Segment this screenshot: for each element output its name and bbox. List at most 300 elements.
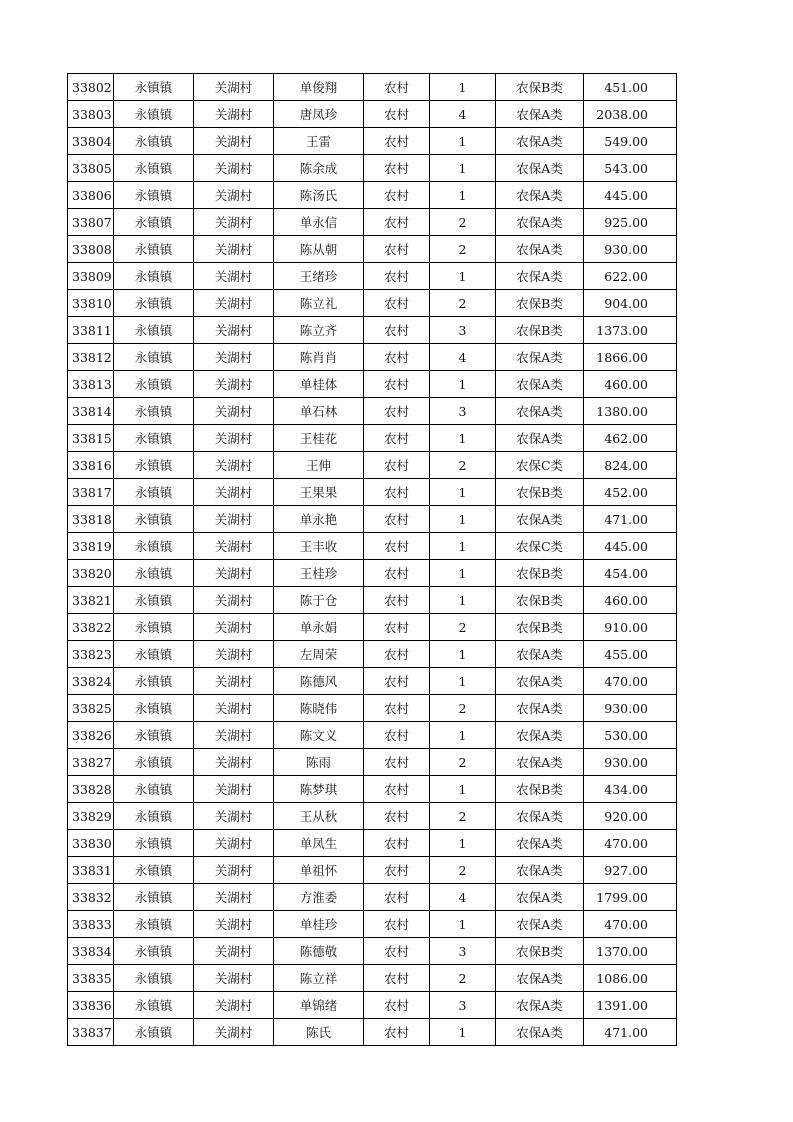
cell-count: 1 bbox=[430, 641, 496, 668]
cell-village: 关湖村 bbox=[194, 398, 274, 425]
cell-id: 33832 bbox=[68, 884, 114, 911]
cell-town: 永镇镇 bbox=[114, 830, 194, 857]
cell-area: 农村 bbox=[364, 884, 430, 911]
cell-village: 关湖村 bbox=[194, 101, 274, 128]
cell-count: 2 bbox=[430, 965, 496, 992]
cell-category: 农保A类 bbox=[496, 965, 584, 992]
cell-village: 关湖村 bbox=[194, 155, 274, 182]
cell-category: 农保B类 bbox=[496, 479, 584, 506]
cell-area: 农村 bbox=[364, 992, 430, 1019]
table-row bbox=[68, 128, 677, 155]
cell-count: 2 bbox=[430, 857, 496, 884]
cell-village: 关湖村 bbox=[194, 425, 274, 452]
table-row bbox=[68, 668, 677, 695]
records-body bbox=[68, 74, 677, 1046]
cell-village: 关湖村 bbox=[194, 182, 274, 209]
cell-category: 农保A类 bbox=[496, 344, 584, 371]
cell-id: 33805 bbox=[68, 155, 114, 182]
table-row bbox=[68, 533, 677, 560]
cell-count: 3 bbox=[430, 938, 496, 965]
cell-village: 关湖村 bbox=[194, 614, 274, 641]
cell-village: 关湖村 bbox=[194, 506, 274, 533]
table-row bbox=[68, 263, 677, 290]
cell-count: 2 bbox=[430, 290, 496, 317]
cell-village: 关湖村 bbox=[194, 344, 274, 371]
cell-count: 1 bbox=[430, 830, 496, 857]
cell-amount: 471.00 bbox=[584, 1019, 677, 1046]
cell-area: 农村 bbox=[364, 209, 430, 236]
table-row bbox=[68, 830, 677, 857]
cell-area: 农村 bbox=[364, 371, 430, 398]
cell-count: 4 bbox=[430, 344, 496, 371]
cell-count: 3 bbox=[430, 398, 496, 425]
cell-amount: 543.00 bbox=[584, 155, 677, 182]
cell-town: 永镇镇 bbox=[114, 992, 194, 1019]
cell-count: 1 bbox=[430, 182, 496, 209]
cell-village: 关湖村 bbox=[194, 74, 274, 101]
cell-amount: 470.00 bbox=[584, 830, 677, 857]
table-row bbox=[68, 722, 677, 749]
cell-name: 王果果 bbox=[274, 479, 364, 506]
cell-town: 永镇镇 bbox=[114, 371, 194, 398]
cell-village: 关湖村 bbox=[194, 641, 274, 668]
cell-area: 农村 bbox=[364, 911, 430, 938]
cell-town: 永镇镇 bbox=[114, 155, 194, 182]
cell-name: 陈晓伟 bbox=[274, 695, 364, 722]
table-row bbox=[68, 74, 677, 101]
cell-count: 3 bbox=[430, 992, 496, 1019]
cell-area: 农村 bbox=[364, 101, 430, 128]
cell-count: 1 bbox=[430, 1019, 496, 1046]
cell-count: 1 bbox=[430, 128, 496, 155]
cell-category: 农保B类 bbox=[496, 290, 584, 317]
cell-amount: 1799.00 bbox=[584, 884, 677, 911]
cell-category: 农保A类 bbox=[496, 911, 584, 938]
cell-count: 1 bbox=[430, 263, 496, 290]
table-row bbox=[68, 695, 677, 722]
cell-category: 农保A类 bbox=[496, 749, 584, 776]
table-row bbox=[68, 452, 677, 479]
table-row bbox=[68, 749, 677, 776]
table-row bbox=[68, 398, 677, 425]
cell-count: 1 bbox=[430, 911, 496, 938]
cell-area: 农村 bbox=[364, 803, 430, 830]
cell-count: 2 bbox=[430, 803, 496, 830]
cell-town: 永镇镇 bbox=[114, 533, 194, 560]
cell-id: 33814 bbox=[68, 398, 114, 425]
cell-village: 关湖村 bbox=[194, 992, 274, 1019]
cell-town: 永镇镇 bbox=[114, 344, 194, 371]
cell-town: 永镇镇 bbox=[114, 803, 194, 830]
cell-id: 33818 bbox=[68, 506, 114, 533]
cell-name: 单祖怀 bbox=[274, 857, 364, 884]
cell-count: 1 bbox=[430, 560, 496, 587]
cell-village: 关湖村 bbox=[194, 776, 274, 803]
cell-name: 唐凤珍 bbox=[274, 101, 364, 128]
cell-area: 农村 bbox=[364, 506, 430, 533]
cell-category: 农保B类 bbox=[496, 938, 584, 965]
cell-id: 33824 bbox=[68, 668, 114, 695]
cell-category: 农保B类 bbox=[496, 74, 584, 101]
cell-town: 永镇镇 bbox=[114, 776, 194, 803]
table-row bbox=[68, 182, 677, 209]
cell-category: 农保A类 bbox=[496, 803, 584, 830]
cell-category: 农保A类 bbox=[496, 641, 584, 668]
cell-id: 33807 bbox=[68, 209, 114, 236]
cell-amount: 1370.00 bbox=[584, 938, 677, 965]
cell-village: 关湖村 bbox=[194, 236, 274, 263]
cell-name: 王伸 bbox=[274, 452, 364, 479]
table-row bbox=[68, 965, 677, 992]
cell-amount: 434.00 bbox=[584, 776, 677, 803]
cell-area: 农村 bbox=[364, 695, 430, 722]
cell-amount: 1086.00 bbox=[584, 965, 677, 992]
cell-amount: 462.00 bbox=[584, 425, 677, 452]
table-row bbox=[68, 857, 677, 884]
cell-category: 农保A类 bbox=[496, 668, 584, 695]
cell-village: 关湖村 bbox=[194, 803, 274, 830]
cell-name: 左周荣 bbox=[274, 641, 364, 668]
cell-village: 关湖村 bbox=[194, 857, 274, 884]
cell-town: 永镇镇 bbox=[114, 74, 194, 101]
cell-id: 33815 bbox=[68, 425, 114, 452]
cell-town: 永镇镇 bbox=[114, 290, 194, 317]
cell-amount: 920.00 bbox=[584, 803, 677, 830]
cell-village: 关湖村 bbox=[194, 695, 274, 722]
cell-town: 永镇镇 bbox=[114, 506, 194, 533]
cell-id: 33813 bbox=[68, 371, 114, 398]
cell-village: 关湖村 bbox=[194, 587, 274, 614]
cell-village: 关湖村 bbox=[194, 479, 274, 506]
cell-id: 33822 bbox=[68, 614, 114, 641]
cell-name: 单永信 bbox=[274, 209, 364, 236]
cell-amount: 904.00 bbox=[584, 290, 677, 317]
cell-area: 农村 bbox=[364, 452, 430, 479]
cell-town: 永镇镇 bbox=[114, 857, 194, 884]
cell-area: 农村 bbox=[364, 263, 430, 290]
cell-area: 农村 bbox=[364, 236, 430, 263]
table-row bbox=[68, 479, 677, 506]
cell-area: 农村 bbox=[364, 182, 430, 209]
table-row bbox=[68, 506, 677, 533]
cell-name: 陈余成 bbox=[274, 155, 364, 182]
cell-count: 2 bbox=[430, 614, 496, 641]
table-row bbox=[68, 776, 677, 803]
cell-name: 陈立祥 bbox=[274, 965, 364, 992]
cell-name: 陈德敬 bbox=[274, 938, 364, 965]
table-row bbox=[68, 992, 677, 1019]
cell-count: 4 bbox=[430, 101, 496, 128]
cell-id: 33812 bbox=[68, 344, 114, 371]
cell-id: 33828 bbox=[68, 776, 114, 803]
cell-category: 农保C类 bbox=[496, 452, 584, 479]
cell-area: 农村 bbox=[364, 965, 430, 992]
cell-town: 永镇镇 bbox=[114, 695, 194, 722]
cell-category: 农保B类 bbox=[496, 317, 584, 344]
cell-amount: 622.00 bbox=[584, 263, 677, 290]
cell-amount: 470.00 bbox=[584, 911, 677, 938]
cell-area: 农村 bbox=[364, 722, 430, 749]
cell-amount: 1373.00 bbox=[584, 317, 677, 344]
cell-town: 永镇镇 bbox=[114, 101, 194, 128]
cell-category: 农保A类 bbox=[496, 884, 584, 911]
cell-area: 农村 bbox=[364, 479, 430, 506]
cell-amount: 824.00 bbox=[584, 452, 677, 479]
cell-category: 农保A类 bbox=[496, 398, 584, 425]
cell-amount: 530.00 bbox=[584, 722, 677, 749]
cell-name: 陈立礼 bbox=[274, 290, 364, 317]
cell-area: 农村 bbox=[364, 776, 430, 803]
cell-name: 单桂体 bbox=[274, 371, 364, 398]
cell-amount: 1866.00 bbox=[584, 344, 677, 371]
cell-category: 农保B类 bbox=[496, 587, 584, 614]
cell-area: 农村 bbox=[364, 398, 430, 425]
table-row bbox=[68, 290, 677, 317]
cell-count: 4 bbox=[430, 884, 496, 911]
cell-name: 陈氏 bbox=[274, 1019, 364, 1046]
cell-area: 农村 bbox=[364, 425, 430, 452]
cell-count: 2 bbox=[430, 749, 496, 776]
cell-count: 1 bbox=[430, 668, 496, 695]
cell-village: 关湖村 bbox=[194, 668, 274, 695]
cell-category: 农保B类 bbox=[496, 776, 584, 803]
table-row bbox=[68, 911, 677, 938]
cell-category: 农保A类 bbox=[496, 236, 584, 263]
table-row bbox=[68, 560, 677, 587]
cell-name: 陈雨 bbox=[274, 749, 364, 776]
table-row bbox=[68, 587, 677, 614]
cell-id: 33806 bbox=[68, 182, 114, 209]
cell-amount: 470.00 bbox=[584, 668, 677, 695]
cell-count: 1 bbox=[430, 479, 496, 506]
cell-amount: 445.00 bbox=[584, 533, 677, 560]
cell-amount: 455.00 bbox=[584, 641, 677, 668]
cell-area: 农村 bbox=[364, 857, 430, 884]
cell-village: 关湖村 bbox=[194, 560, 274, 587]
cell-category: 农保A类 bbox=[496, 371, 584, 398]
table-row bbox=[68, 425, 677, 452]
cell-area: 农村 bbox=[364, 344, 430, 371]
cell-amount: 1391.00 bbox=[584, 992, 677, 1019]
cell-count: 1 bbox=[430, 533, 496, 560]
cell-name: 方淮委 bbox=[274, 884, 364, 911]
cell-category: 农保A类 bbox=[496, 992, 584, 1019]
cell-category: 农保A类 bbox=[496, 857, 584, 884]
cell-village: 关湖村 bbox=[194, 452, 274, 479]
cell-town: 永镇镇 bbox=[114, 236, 194, 263]
cell-name: 单凤生 bbox=[274, 830, 364, 857]
cell-id: 33836 bbox=[68, 992, 114, 1019]
records-table bbox=[67, 73, 677, 1046]
cell-village: 关湖村 bbox=[194, 263, 274, 290]
cell-id: 33810 bbox=[68, 290, 114, 317]
cell-town: 永镇镇 bbox=[114, 587, 194, 614]
cell-town: 永镇镇 bbox=[114, 668, 194, 695]
cell-count: 2 bbox=[430, 236, 496, 263]
table-row bbox=[68, 371, 677, 398]
table-row bbox=[68, 614, 677, 641]
cell-amount: 1380.00 bbox=[584, 398, 677, 425]
cell-id: 33834 bbox=[68, 938, 114, 965]
cell-village: 关湖村 bbox=[194, 965, 274, 992]
cell-amount: 445.00 bbox=[584, 182, 677, 209]
cell-name: 王雷 bbox=[274, 128, 364, 155]
cell-id: 33829 bbox=[68, 803, 114, 830]
cell-town: 永镇镇 bbox=[114, 641, 194, 668]
cell-id: 33808 bbox=[68, 236, 114, 263]
cell-town: 永镇镇 bbox=[114, 722, 194, 749]
cell-area: 农村 bbox=[364, 614, 430, 641]
cell-name: 陈从朝 bbox=[274, 236, 364, 263]
cell-count: 1 bbox=[430, 506, 496, 533]
cell-town: 永镇镇 bbox=[114, 938, 194, 965]
cell-id: 33811 bbox=[68, 317, 114, 344]
table-row bbox=[68, 344, 677, 371]
table-row bbox=[68, 884, 677, 911]
cell-count: 2 bbox=[430, 452, 496, 479]
cell-village: 关湖村 bbox=[194, 722, 274, 749]
cell-name: 王绪珍 bbox=[274, 263, 364, 290]
cell-category: 农保A类 bbox=[496, 506, 584, 533]
cell-amount: 460.00 bbox=[584, 587, 677, 614]
cell-village: 关湖村 bbox=[194, 317, 274, 344]
cell-count: 1 bbox=[430, 587, 496, 614]
cell-area: 农村 bbox=[364, 830, 430, 857]
cell-name: 单永艳 bbox=[274, 506, 364, 533]
cell-town: 永镇镇 bbox=[114, 1019, 194, 1046]
cell-town: 永镇镇 bbox=[114, 965, 194, 992]
cell-count: 3 bbox=[430, 317, 496, 344]
cell-area: 农村 bbox=[364, 641, 430, 668]
cell-id: 33831 bbox=[68, 857, 114, 884]
cell-name: 陈汤氏 bbox=[274, 182, 364, 209]
cell-area: 农村 bbox=[364, 155, 430, 182]
cell-name: 王丰收 bbox=[274, 533, 364, 560]
table-row bbox=[68, 101, 677, 128]
cell-category: 农保A类 bbox=[496, 209, 584, 236]
cell-count: 1 bbox=[430, 155, 496, 182]
cell-category: 农保B类 bbox=[496, 560, 584, 587]
table-row bbox=[68, 1019, 677, 1046]
cell-category: 农保A类 bbox=[496, 128, 584, 155]
cell-id: 33804 bbox=[68, 128, 114, 155]
cell-name: 陈立齐 bbox=[274, 317, 364, 344]
cell-amount: 451.00 bbox=[584, 74, 677, 101]
cell-name: 陈文义 bbox=[274, 722, 364, 749]
cell-area: 农村 bbox=[364, 587, 430, 614]
cell-id: 33821 bbox=[68, 587, 114, 614]
cell-amount: 910.00 bbox=[584, 614, 677, 641]
cell-village: 关湖村 bbox=[194, 533, 274, 560]
cell-id: 33827 bbox=[68, 749, 114, 776]
cell-amount: 452.00 bbox=[584, 479, 677, 506]
cell-id: 33837 bbox=[68, 1019, 114, 1046]
cell-name: 单俊翔 bbox=[274, 74, 364, 101]
cell-town: 永镇镇 bbox=[114, 128, 194, 155]
cell-category: 农保C类 bbox=[496, 533, 584, 560]
cell-town: 永镇镇 bbox=[114, 398, 194, 425]
cell-village: 关湖村 bbox=[194, 884, 274, 911]
cell-town: 永镇镇 bbox=[114, 614, 194, 641]
cell-id: 33820 bbox=[68, 560, 114, 587]
cell-name: 单石林 bbox=[274, 398, 364, 425]
cell-name: 陈梦琪 bbox=[274, 776, 364, 803]
cell-category: 农保A类 bbox=[496, 830, 584, 857]
cell-amount: 454.00 bbox=[584, 560, 677, 587]
cell-village: 关湖村 bbox=[194, 209, 274, 236]
cell-amount: 549.00 bbox=[584, 128, 677, 155]
cell-amount: 925.00 bbox=[584, 209, 677, 236]
cell-amount: 460.00 bbox=[584, 371, 677, 398]
cell-village: 关湖村 bbox=[194, 830, 274, 857]
cell-amount: 930.00 bbox=[584, 695, 677, 722]
cell-village: 关湖村 bbox=[194, 911, 274, 938]
cell-area: 农村 bbox=[364, 1019, 430, 1046]
table-row bbox=[68, 236, 677, 263]
cell-amount: 930.00 bbox=[584, 749, 677, 776]
cell-area: 农村 bbox=[364, 668, 430, 695]
cell-count: 2 bbox=[430, 209, 496, 236]
cell-id: 33825 bbox=[68, 695, 114, 722]
cell-town: 永镇镇 bbox=[114, 560, 194, 587]
cell-id: 33803 bbox=[68, 101, 114, 128]
cell-category: 农保A类 bbox=[496, 155, 584, 182]
cell-id: 33819 bbox=[68, 533, 114, 560]
cell-amount: 471.00 bbox=[584, 506, 677, 533]
cell-count: 2 bbox=[430, 695, 496, 722]
cell-town: 永镇镇 bbox=[114, 317, 194, 344]
cell-area: 农村 bbox=[364, 290, 430, 317]
cell-name: 单桂珍 bbox=[274, 911, 364, 938]
cell-name: 陈德风 bbox=[274, 668, 364, 695]
cell-area: 农村 bbox=[364, 533, 430, 560]
table-row bbox=[68, 155, 677, 182]
cell-name: 单锦绪 bbox=[274, 992, 364, 1019]
cell-area: 农村 bbox=[364, 317, 430, 344]
cell-town: 永镇镇 bbox=[114, 911, 194, 938]
cell-village: 关湖村 bbox=[194, 938, 274, 965]
cell-town: 永镇镇 bbox=[114, 749, 194, 776]
table-row bbox=[68, 317, 677, 344]
cell-count: 1 bbox=[430, 371, 496, 398]
cell-village: 关湖村 bbox=[194, 371, 274, 398]
cell-area: 农村 bbox=[364, 128, 430, 155]
cell-count: 1 bbox=[430, 776, 496, 803]
cell-village: 关湖村 bbox=[194, 128, 274, 155]
cell-name: 单永娟 bbox=[274, 614, 364, 641]
cell-id: 33835 bbox=[68, 965, 114, 992]
cell-category: 农保A类 bbox=[496, 101, 584, 128]
cell-name: 王桂珍 bbox=[274, 560, 364, 587]
cell-category: 农保B类 bbox=[496, 614, 584, 641]
cell-id: 33809 bbox=[68, 263, 114, 290]
cell-count: 1 bbox=[430, 722, 496, 749]
cell-town: 永镇镇 bbox=[114, 209, 194, 236]
cell-name: 王从秋 bbox=[274, 803, 364, 830]
cell-town: 永镇镇 bbox=[114, 263, 194, 290]
cell-id: 33802 bbox=[68, 74, 114, 101]
cell-category: 农保A类 bbox=[496, 695, 584, 722]
cell-village: 关湖村 bbox=[194, 749, 274, 776]
cell-category: 农保A类 bbox=[496, 1019, 584, 1046]
table-row bbox=[68, 938, 677, 965]
cell-category: 农保A类 bbox=[496, 425, 584, 452]
cell-count: 1 bbox=[430, 74, 496, 101]
cell-name: 陈于仓 bbox=[274, 587, 364, 614]
cell-town: 永镇镇 bbox=[114, 452, 194, 479]
cell-category: 农保A类 bbox=[496, 722, 584, 749]
cell-area: 农村 bbox=[364, 749, 430, 776]
